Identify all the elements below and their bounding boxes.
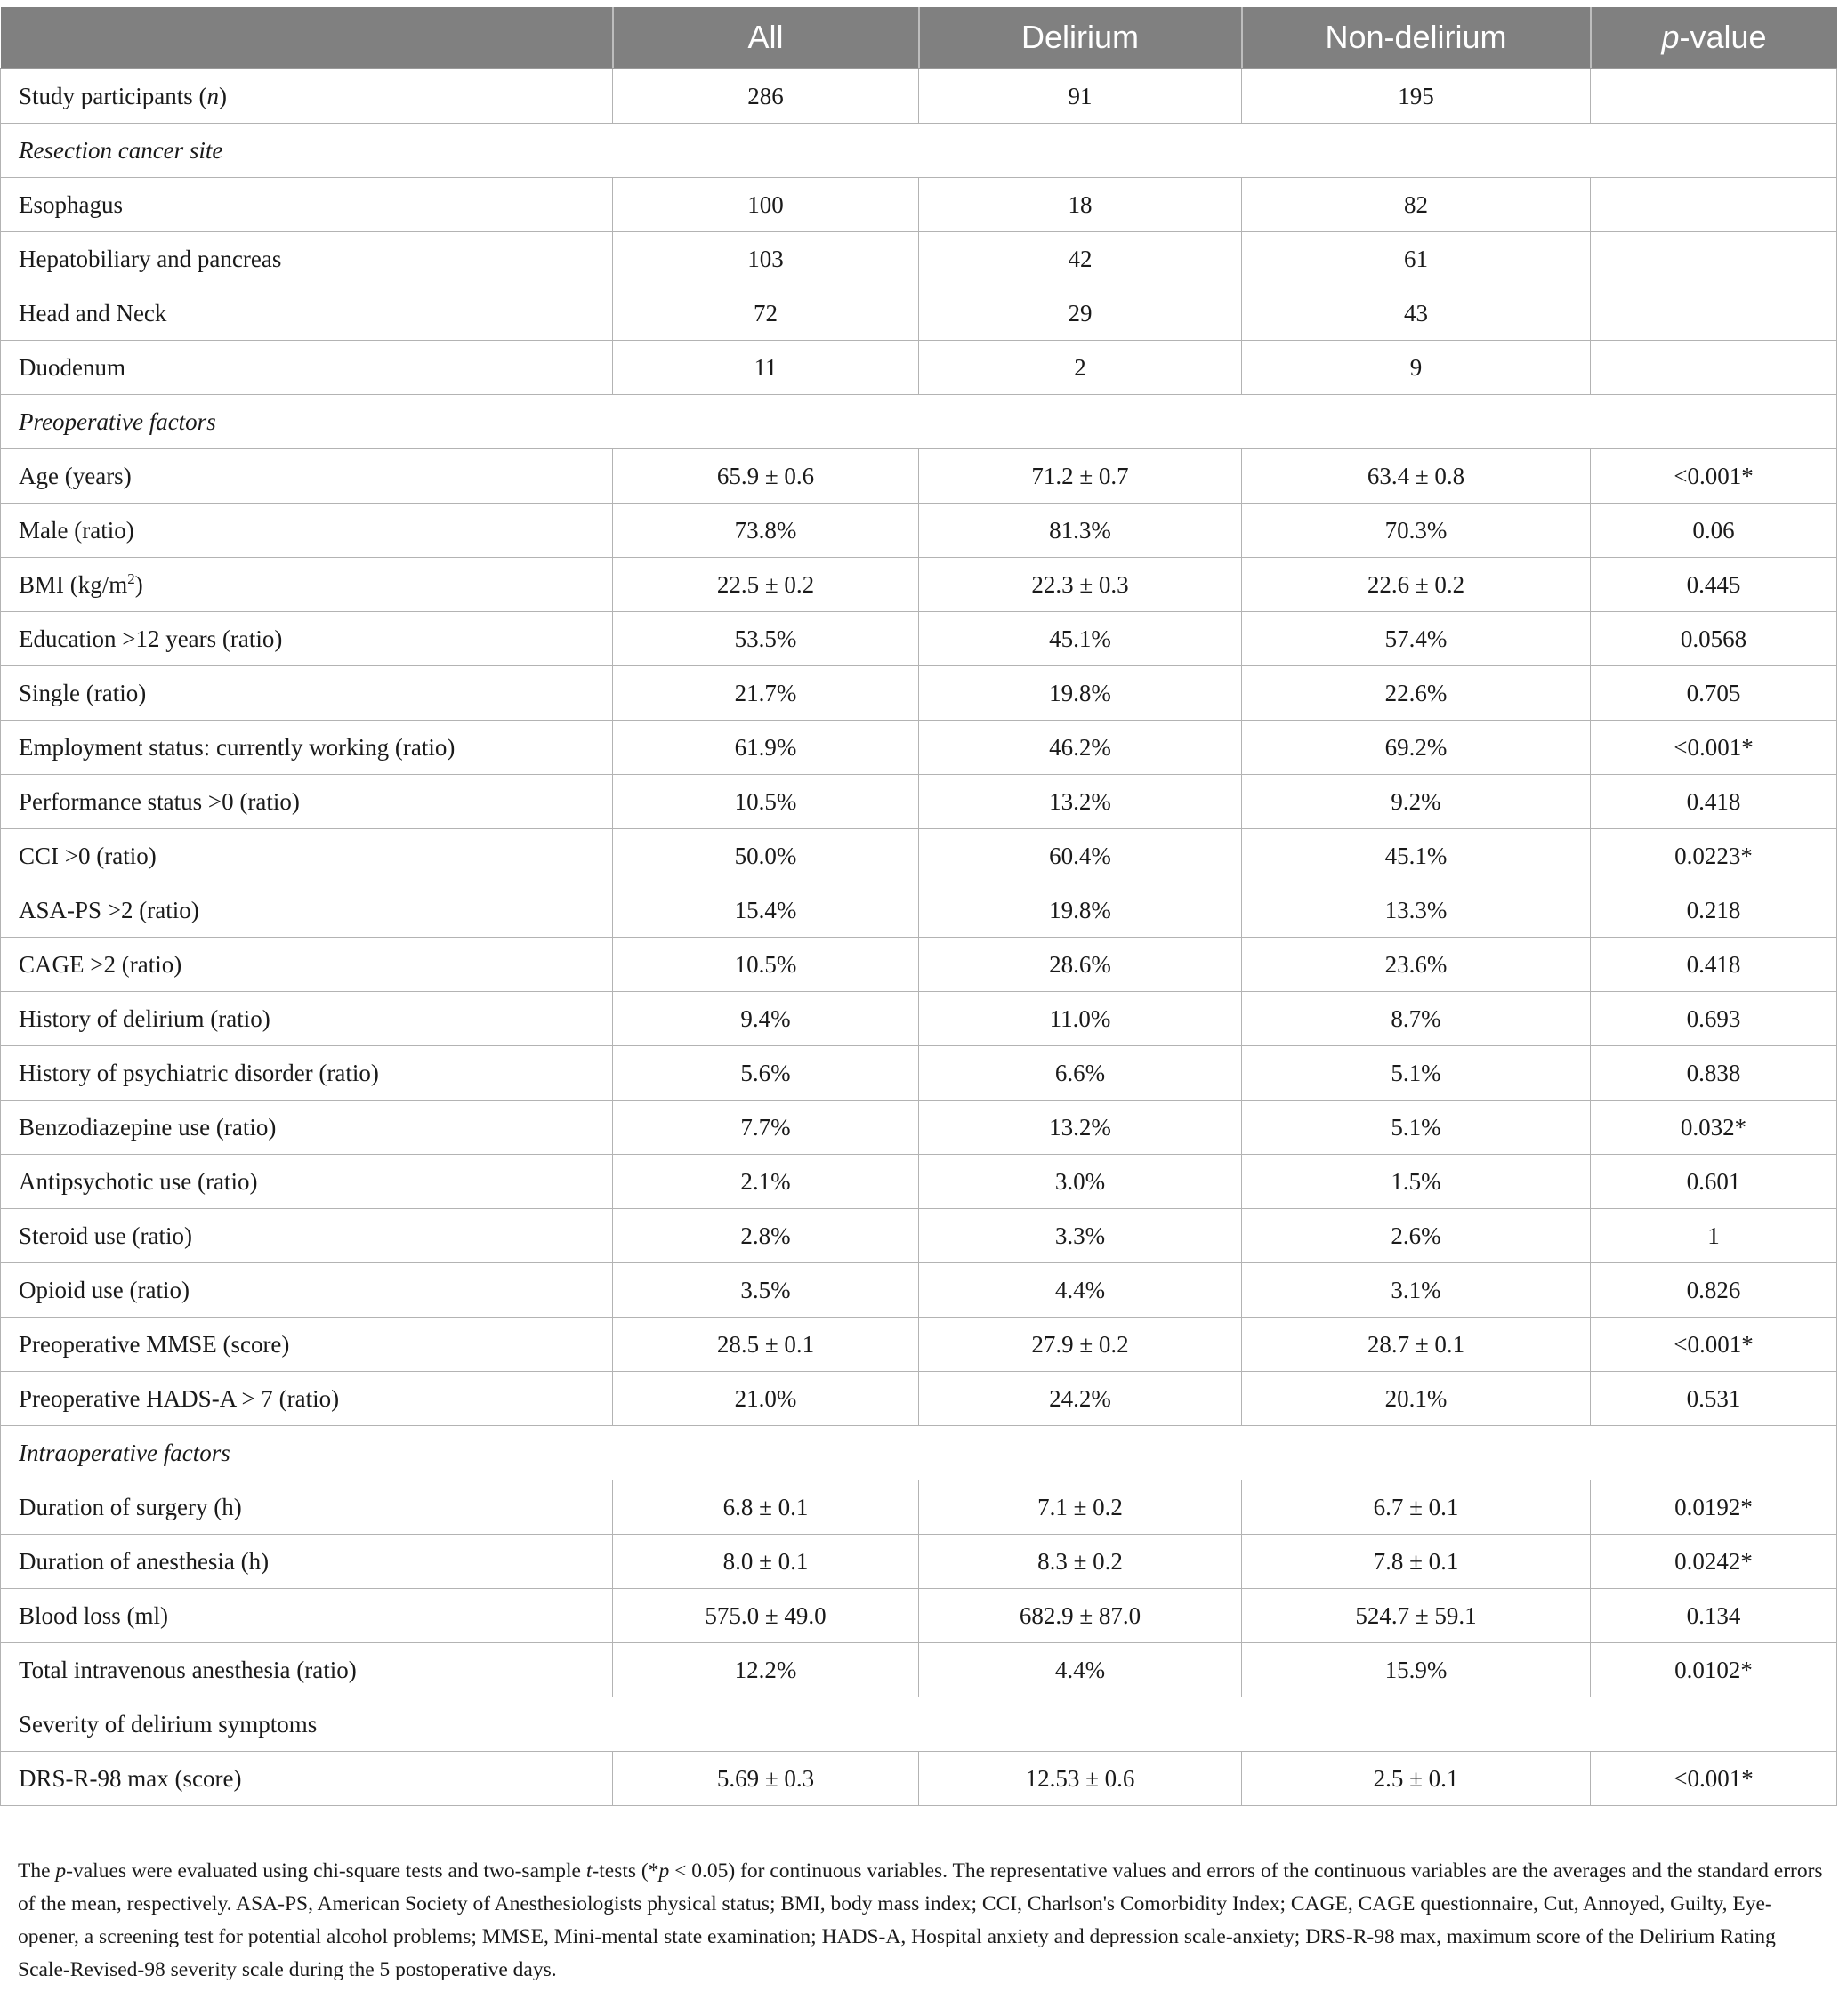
row-label: Opioid use (ratio) [1,1263,613,1318]
cell-delirium: 12.53 ± 0.6 [919,1752,1242,1806]
cell-non-delirium: 2.6% [1242,1209,1591,1263]
section-title: Severity of delirium symptoms [1,1697,1837,1752]
table-row [1,1155,1837,1209]
table-row [1,286,1837,341]
cell-delirium: 81.3% [919,504,1242,558]
header-p-italic: p [1661,19,1680,55]
table-row [1,232,1837,286]
row-label: Performance status >0 (ratio) [1,775,613,829]
header-row [1,7,1837,69]
cell-delirium: 19.8% [919,666,1242,721]
section-row-preoperative [1,395,1837,449]
table-container [0,7,1837,1806]
cell-all: 5.6% [613,1046,919,1101]
cell-non-delirium: 22.6 ± 0.2 [1242,558,1591,612]
cell-p-value: 0.0102* [1591,1643,1837,1697]
row-label: Duodenum [1,341,613,395]
cell-p-value: 0.06 [1591,504,1837,558]
cell-all: 72 [613,286,919,341]
row-label: Total intravenous anesthesia (ratio) [1,1643,613,1697]
row-label: Esophagus [1,178,613,232]
cell-p-value: 0.693 [1591,992,1837,1046]
row-label: Antipsychotic use (ratio) [1,1155,613,1209]
cell-non-delirium: 13.3% [1242,883,1591,938]
table-row-participants [1,69,1837,124]
cell-all: 100 [613,178,919,232]
table-row [1,1535,1837,1589]
cell-non-delirium: 8.7% [1242,992,1591,1046]
cell-delirium: 27.9 ± 0.2 [919,1318,1242,1372]
cell-non-delirium: 3.1% [1242,1263,1591,1318]
cell-delirium: 2 [919,341,1242,395]
cell-delirium: 13.2% [919,775,1242,829]
cell-delirium: 682.9 ± 87.0 [919,1589,1242,1643]
footnote-text: -tests (* [592,1859,659,1883]
cell-delirium: 46.2% [919,721,1242,775]
cell-all: 7.7% [613,1101,919,1155]
header-empty [1,7,613,69]
cell-p-value: 1 [1591,1209,1837,1263]
table-row [1,1101,1837,1155]
cell-all: 11 [613,341,919,395]
section-title: Intraoperative factors [1,1426,1837,1480]
table-row [1,775,1837,829]
cell-delirium: 42 [919,232,1242,286]
cell-non-delirium: 61 [1242,232,1591,286]
row-label: Head and Neck [1,286,613,341]
cell-non-delirium: 195 [1242,69,1591,124]
table-row [1,829,1837,883]
table-row [1,1752,1837,1806]
table-row [1,612,1837,666]
cell-delirium: 28.6% [919,938,1242,992]
cell-all: 73.8% [613,504,919,558]
cell-non-delirium: 70.3% [1242,504,1591,558]
section-row-resection [1,124,1837,178]
cell-all: 3.5% [613,1263,919,1318]
table-row [1,1480,1837,1535]
table-row [1,1263,1837,1318]
footnote-italic: p [55,1859,67,1883]
footnote-italic: t [585,1859,593,1883]
cell-non-delirium: 45.1% [1242,829,1591,883]
row-label: Hepatobiliary and pancreas [1,232,613,286]
header-p-value [1591,7,1837,69]
cell-delirium: 18 [919,178,1242,232]
section-row-intraoperative [1,1426,1837,1480]
cell-non-delirium: 524.7 ± 59.1 [1242,1589,1591,1643]
table-row [1,504,1837,558]
cell-p-value: 0.826 [1591,1263,1837,1318]
cell-p-value: 0.032* [1591,1101,1837,1155]
cell-non-delirium: 43 [1242,286,1591,341]
cell-non-delirium: 57.4% [1242,612,1591,666]
table-row [1,666,1837,721]
cell-p-value: 0.838 [1591,1046,1837,1101]
cell-all: 22.5 ± 0.2 [613,558,919,612]
row-label: ASA-PS >2 (ratio) [1,883,613,938]
cell-all: 53.5% [613,612,919,666]
section-title: Preoperative factors [1,395,1837,449]
header-p-suffix: -value [1679,19,1767,55]
table-row [1,178,1837,232]
label-text: ) [218,82,227,109]
row-label: Preoperative HADS-A > 7 (ratio) [1,1372,613,1426]
cell-delirium: 13.2% [919,1101,1242,1155]
row-label [1,558,613,612]
row-label: Single (ratio) [1,666,613,721]
cell-p-value: 0.601 [1591,1155,1837,1209]
cell-p-value: <0.001* [1591,1318,1837,1372]
footnote-text: < 0.05) for continuous variables. The representative values and errors of the continuous variables are the averages and the standard errors of the mean, respectively. ASA-PS, American Society of Anesthesiologists physical status; BMI, body mass index; CCI, Charlson's Comorbidity Index; CAGE, CAGE questionnaire, Cut, Annoyed, Guilty, Eye-opener, a screening test for potential alcohol problems; MMSE, Mini-mental state examination; HADS-A, Hospital anxiety and depression scale-anxiety; DRS-R-98 max, maximum score of the Delirium Rating Scale-Revised-98 severity scale during the 5 postoperative days. [18,1859,1823,1981]
cell-delirium: 8.3 ± 0.2 [919,1535,1242,1589]
cell-p-value: <0.001* [1591,449,1837,504]
cell-non-delirium: 7.8 ± 0.1 [1242,1535,1591,1589]
cell-non-delirium: 20.1% [1242,1372,1591,1426]
header-delirium: Delirium [919,7,1242,69]
row-label: Male (ratio) [1,504,613,558]
cell-delirium: 19.8% [919,883,1242,938]
footnote-text: The [18,1859,56,1883]
cell-delirium: 60.4% [919,829,1242,883]
row-label: Benzodiazepine use (ratio) [1,1101,613,1155]
label-text: Study participants ( [19,82,207,109]
cell-delirium: 22.3 ± 0.3 [919,558,1242,612]
cell-non-delirium: 1.5% [1242,1155,1591,1209]
cell-all: 2.8% [613,1209,919,1263]
cell-non-delirium: 6.7 ± 0.1 [1242,1480,1591,1535]
section-title: Resection cancer site [1,124,1837,178]
cell-non-delirium: 23.6% [1242,938,1591,992]
cell-all: 12.2% [613,1643,919,1697]
cell-p-value: <0.001* [1591,1752,1837,1806]
cell-p-value [1591,178,1837,232]
cell-all: 8.0 ± 0.1 [613,1535,919,1589]
row-label: History of psychiatric disorder (ratio) [1,1046,613,1101]
cell-delirium: 6.6% [919,1046,1242,1101]
cell-all: 6.8 ± 0.1 [613,1480,919,1535]
results-table [0,7,1837,1806]
cell-non-delirium: 5.1% [1242,1046,1591,1101]
row-label: History of delirium (ratio) [1,992,613,1046]
row-label [1,69,613,124]
row-label: Blood loss (ml) [1,1589,613,1643]
cell-delirium: 3.0% [919,1155,1242,1209]
row-label: Age (years) [1,449,613,504]
cell-all: 50.0% [613,829,919,883]
cell-delirium: 91 [919,69,1242,124]
footnote-text: -values were evaluated using chi-square tests and two-sample [66,1859,586,1883]
cell-p-value [1591,286,1837,341]
row-label: Education >12 years (ratio) [1,612,613,666]
cell-p-value: 0.445 [1591,558,1837,612]
table-row [1,938,1837,992]
cell-p-value: 0.134 [1591,1589,1837,1643]
cell-all: 10.5% [613,938,919,992]
cell-p-value: <0.001* [1591,721,1837,775]
cell-delirium: 4.4% [919,1643,1242,1697]
cell-p-value: 0.0242* [1591,1535,1837,1589]
table-row [1,341,1837,395]
cell-all: 65.9 ± 0.6 [613,449,919,504]
cell-delirium: 3.3% [919,1209,1242,1263]
row-label: Employment status: currently working (ratio) [1,721,613,775]
row-label: Preoperative MMSE (score) [1,1318,613,1372]
table-row [1,721,1837,775]
row-label: Duration of surgery (h) [1,1480,613,1535]
cell-p-value: 0.0192* [1591,1480,1837,1535]
cell-p-value: 0.418 [1591,775,1837,829]
cell-all: 61.9% [613,721,919,775]
section-row-severity [1,1697,1837,1752]
cell-delirium: 7.1 ± 0.2 [919,1480,1242,1535]
table-row [1,1318,1837,1372]
cell-non-delirium: 5.1% [1242,1101,1591,1155]
table-row-bmi [1,558,1837,612]
cell-non-delirium: 82 [1242,178,1591,232]
cell-p-value: 0.705 [1591,666,1837,721]
cell-all: 286 [613,69,919,124]
cell-p-value [1591,341,1837,395]
row-label: CCI >0 (ratio) [1,829,613,883]
row-label: CAGE >2 (ratio) [1,938,613,992]
cell-p-value [1591,69,1837,124]
row-label: Duration of anesthesia (h) [1,1535,613,1589]
table-row [1,883,1837,938]
cell-delirium: 71.2 ± 0.7 [919,449,1242,504]
cell-non-delirium: 9 [1242,341,1591,395]
table-row [1,1209,1837,1263]
table-row [1,449,1837,504]
cell-delirium: 4.4% [919,1263,1242,1318]
cell-all: 103 [613,232,919,286]
cell-delirium: 11.0% [919,992,1242,1046]
cell-all: 21.7% [613,666,919,721]
cell-non-delirium: 15.9% [1242,1643,1591,1697]
cell-non-delirium: 9.2% [1242,775,1591,829]
label-text: BMI (kg/m [19,571,128,598]
cell-all: 28.5 ± 0.1 [613,1318,919,1372]
cell-all: 2.1% [613,1155,919,1209]
cell-delirium: 45.1% [919,612,1242,666]
cell-all: 5.69 ± 0.3 [613,1752,919,1806]
table-row [1,992,1837,1046]
cell-delirium: 29 [919,286,1242,341]
table-footnote [18,1855,1824,1987]
cell-non-delirium: 69.2% [1242,721,1591,775]
row-label: DRS-R-98 max (score) [1,1752,613,1806]
label-italic: n [206,82,219,109]
cell-p-value: 0.0568 [1591,612,1837,666]
cell-non-delirium: 2.5 ± 0.1 [1242,1752,1591,1806]
cell-p-value: 0.418 [1591,938,1837,992]
table-row [1,1372,1837,1426]
header-non-delirium: Non-delirium [1242,7,1591,69]
table-row [1,1589,1837,1643]
row-label: Steroid use (ratio) [1,1209,613,1263]
label-text: ) [134,571,143,598]
cell-p-value: 0.218 [1591,883,1837,938]
cell-all: 575.0 ± 49.0 [613,1589,919,1643]
cell-all: 21.0% [613,1372,919,1426]
footnote-italic: p [658,1859,670,1883]
label-superscript: 2 [127,570,135,587]
cell-all: 15.4% [613,883,919,938]
cell-non-delirium: 63.4 ± 0.8 [1242,449,1591,504]
cell-p-value: 0.0223* [1591,829,1837,883]
cell-all: 9.4% [613,992,919,1046]
cell-p-value: 0.531 [1591,1372,1837,1426]
cell-delirium: 24.2% [919,1372,1242,1426]
cell-non-delirium: 28.7 ± 0.1 [1242,1318,1591,1372]
table-row [1,1643,1837,1697]
cell-non-delirium: 22.6% [1242,666,1591,721]
table-row [1,1046,1837,1101]
cell-all: 10.5% [613,775,919,829]
header-all: All [613,7,919,69]
cell-p-value [1591,232,1837,286]
